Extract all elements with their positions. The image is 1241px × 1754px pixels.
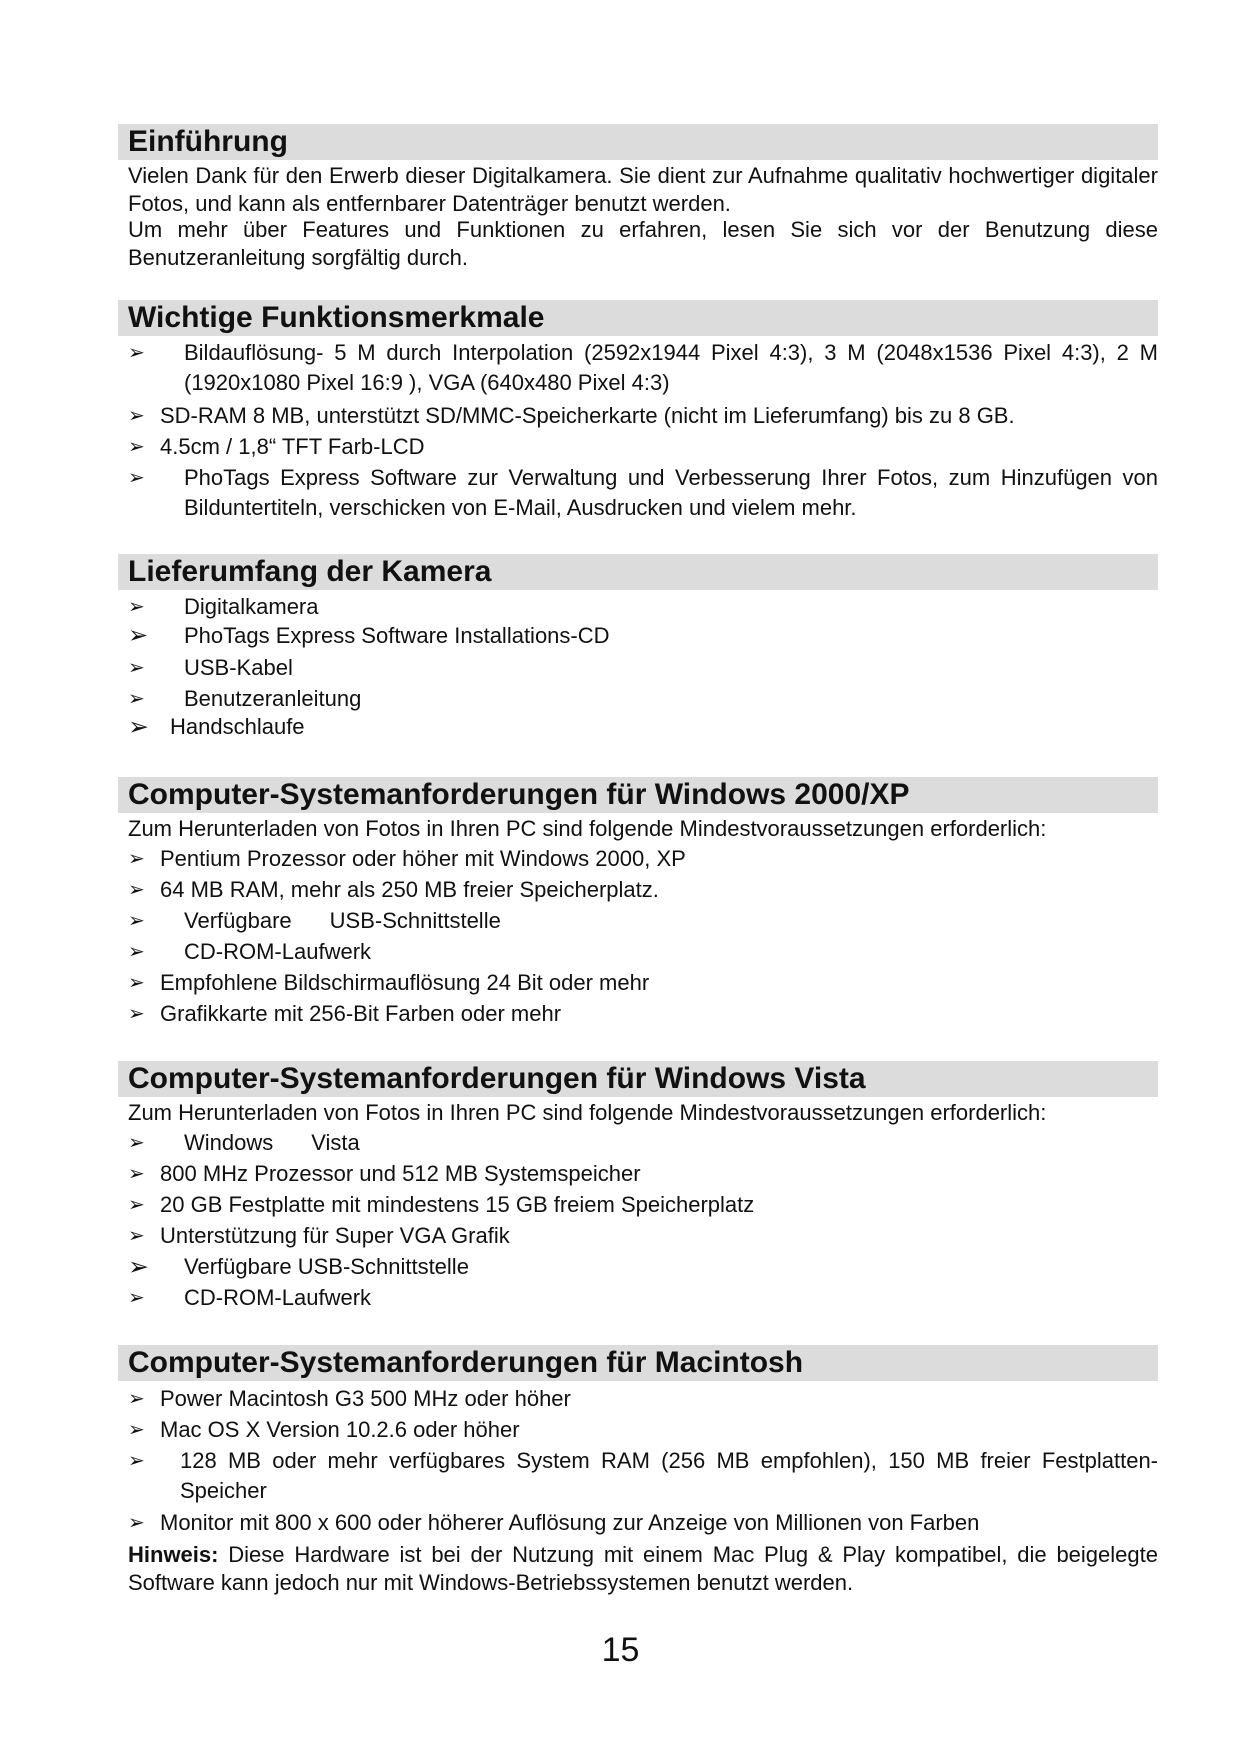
heading-key-features: Wichtige Funktionsmerkmale bbox=[118, 300, 1158, 336]
bullet-arrow-icon: ➢ bbox=[128, 1388, 145, 1410]
mac-note bbox=[128, 1541, 1158, 1597]
xp-graphics: Grafikkarte mit 256-Bit Farben oder mehr bbox=[160, 1001, 562, 1026]
heading-windows-vista-requirements: Computer-Systemanforderungen für Windows Vista bbox=[118, 1061, 1158, 1097]
bullet-arrow-icon: ➢ bbox=[128, 657, 145, 679]
bullet-arrow-icon: ➢ bbox=[128, 1003, 145, 1025]
bullet-arrow-icon: ➢ bbox=[128, 1225, 145, 1247]
heading-introduction: Einführung bbox=[118, 124, 1158, 160]
bullet-arrow-icon: ➢ bbox=[128, 713, 149, 741]
bullet-arrow-icon: ➢ bbox=[128, 879, 145, 901]
vista-graphics: Unterstützung für Super VGA Grafik bbox=[160, 1223, 510, 1248]
bullet-arrow-icon: ➢ bbox=[128, 1253, 149, 1281]
vista-os-word-2: Vista bbox=[311, 1130, 360, 1155]
bullet-arrow-icon: ➢ bbox=[128, 1450, 145, 1472]
bullet-arrow-icon: ➢ bbox=[128, 1512, 145, 1534]
xp-ram: 64 MB RAM, mehr als 250 MB freier Speicherplatz. bbox=[160, 877, 659, 902]
mac-ram: 128 MB oder mehr verfügbares System RAM (256 MB empfohlen), 150 MB freier Festplatten-Speicher bbox=[180, 1448, 1158, 1503]
bullet-arrow-icon: ➢ bbox=[128, 1194, 145, 1216]
xp-usb-word-1: Verfügbare bbox=[184, 908, 292, 933]
xp-processor: Pentium Prozessor oder höher mit Windows 2000, XP bbox=[160, 846, 686, 871]
intro-paragraph-1: Vielen Dank für den Erwerb dieser Digitalkamera. Sie dient zur Aufnahme qualitativ hochwertiger digitaler Fotos, und kann als entfernbarer Datenträger benutzt werden. bbox=[128, 163, 1158, 216]
bullet-arrow-icon: ➢ bbox=[128, 596, 145, 618]
windows-vista-intro: Zum Herunterladen von Fotos in Ihren PC sind folgende Mindestvoraussetzungen erforderlich: bbox=[128, 1100, 1047, 1125]
feature-software: PhoTags Express Software zur Verwaltung und Verbesserung Ihrer Fotos, zum Hinzufügen von Bilduntertiteln, verschicken von E-Mail, Ausdrucken und vielem mehr. bbox=[184, 465, 1158, 520]
contents-camera: Digitalkamera bbox=[184, 594, 319, 619]
bullet-arrow-icon: ➢ bbox=[128, 342, 145, 364]
contents-strap: Handschlaufe bbox=[170, 714, 305, 739]
xp-display: Empfohlene Bildschirmauflösung 24 Bit oder mehr bbox=[160, 970, 650, 995]
bullet-arrow-icon: ➢ bbox=[128, 941, 145, 963]
bullet-arrow-icon: ➢ bbox=[128, 1419, 145, 1441]
contents-cd: PhoTags Express Software Installations-CD bbox=[184, 623, 610, 648]
bullet-arrow-icon: ➢ bbox=[128, 622, 149, 649]
heading-windows-xp-requirements: Computer-Systemanforderungen für Windows 2000/XP bbox=[118, 777, 1158, 813]
note-text: Diese Hardware ist bei der Nutzung mit einem Mac Plug & Play kompatibel, die beigelegte Software kann jedoch nur mit Windows-Betriebssystemen benutzt werden. bbox=[128, 1542, 1158, 1595]
vista-cdrom: CD-ROM-Laufwerk bbox=[184, 1285, 372, 1310]
bullet-arrow-icon: ➢ bbox=[128, 910, 145, 932]
feature-resolution: Bildauflösung- 5 M durch Interpolation (2592x1944 Pixel 4:3), 3 M (2048x1536 Pixel 4:3), 2 M (1920x1080 Pixel 16:9 ), VGA (640x480 Pixel 4:3) bbox=[184, 340, 1158, 395]
vista-os bbox=[184, 1128, 360, 1158]
bullet-arrow-icon: ➢ bbox=[128, 405, 145, 427]
mac-processor: Power Macintosh G3 500 MHz oder höher bbox=[160, 1386, 571, 1411]
bullet-arrow-icon: ➢ bbox=[128, 972, 145, 994]
mac-os-version: Mac OS X Version 10.2.6 oder höher bbox=[160, 1417, 520, 1442]
mac-monitor: Monitor mit 800 x 600 oder höherer Auflösung zur Anzeige von Millionen von Farben bbox=[160, 1510, 980, 1535]
xp-cdrom: CD-ROM-Laufwerk bbox=[184, 939, 372, 964]
vista-harddisk: 20 GB Festplatte mit mindestens 15 GB freiem Speicherplatz bbox=[160, 1192, 755, 1217]
vista-os-word-1: Windows bbox=[184, 1130, 274, 1155]
vista-usb: Verfügbare USB-Schnittstelle bbox=[184, 1254, 469, 1279]
xp-usb bbox=[184, 906, 501, 936]
bullet-arrow-icon: ➢ bbox=[128, 688, 145, 710]
page-number: 15 bbox=[601, 1631, 640, 1669]
feature-lcd: 4.5cm / 1,8“ TFT Farb-LCD bbox=[160, 434, 425, 459]
windows-xp-intro: Zum Herunterladen von Fotos in Ihren PC sind folgende Mindestvoraussetzungen erforderlich: bbox=[128, 816, 1047, 841]
vista-processor: 800 MHz Prozessor und 512 MB Systemspeicher bbox=[160, 1161, 641, 1186]
bullet-arrow-icon: ➢ bbox=[128, 1163, 145, 1185]
heading-macintosh-requirements: Computer-Systemanforderungen für Macintosh bbox=[118, 1345, 1158, 1381]
intro-paragraph-2: Um mehr über Features und Funktionen zu erfahren, lesen Sie sich vor der Benutzung diese Benutzeranleitung sorgfältig durch. bbox=[128, 217, 1158, 270]
bullet-arrow-icon: ➢ bbox=[128, 848, 145, 870]
feature-memory: SD-RAM 8 MB, unterstützt SD/MMC-Speicherkarte (nicht im Lieferumfang) bis zu 8 GB. bbox=[160, 403, 1015, 428]
bullet-arrow-icon: ➢ bbox=[128, 436, 145, 458]
bullet-arrow-icon: ➢ bbox=[128, 467, 145, 489]
xp-usb-word-2: USB-Schnittstelle bbox=[329, 908, 501, 933]
contents-manual: Benutzeranleitung bbox=[184, 686, 362, 711]
note-label: Hinweis: bbox=[128, 1542, 219, 1567]
bullet-arrow-icon: ➢ bbox=[128, 1132, 145, 1154]
heading-package-contents: Lieferumfang der Kamera bbox=[118, 554, 1158, 590]
contents-usb-cable: USB-Kabel bbox=[184, 655, 293, 680]
bullet-arrow-icon: ➢ bbox=[128, 1287, 145, 1309]
